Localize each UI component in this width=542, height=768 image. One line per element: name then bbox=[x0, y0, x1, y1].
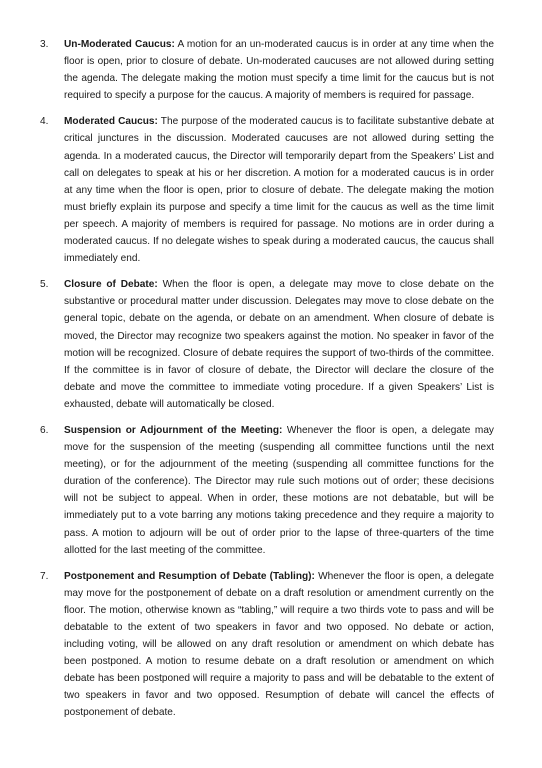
rule-item bbox=[40, 568, 494, 722]
rule-text: A motion for an un-moderated caucus is in order at any time when the floor is open, prior to closure of debate. Un-moderated caucuses are not allowed during setting the agenda. The delegate making the motion must specify a time limit for the caucus but is not required to specify a purpose for the caucus. A majority of members is required for passage. bbox=[64, 39, 494, 102]
rule-title: Moderated Caucus: bbox=[64, 116, 158, 128]
rule-body bbox=[64, 113, 494, 267]
rule-body bbox=[64, 36, 494, 104]
rule-number: 5. bbox=[40, 279, 49, 291]
rule-number: 7. bbox=[40, 570, 49, 582]
rule-title: Suspension or Adjournment of the Meeting: bbox=[64, 424, 283, 436]
rule-title: Closure of Debate: bbox=[64, 279, 158, 291]
rule-text: When the floor is open, a delegate may move to close debate on the substantive or procedural matter under discussion. Delegates may move to close debate on the general topic, debate on the agenda, or debate on an amendment. When closure of debate is moved, the Director may recognize two speakers against the motion. No speaker in favor of the motion will be recognized. Closure of debate requires the support of two-thirds of the committee. If the committee is in favor of closure of debate, the Director will declare the closure of the debate and move the committee to immediate voting procedure. If a given Speakers’ List is exhausted, debate will automatically be closed. bbox=[64, 279, 494, 410]
rule-body bbox=[64, 568, 494, 722]
rule-text: Whenever the floor is open, a delegate may move for the postponement of debate on a draft resolution or amendment currently on the floor. The motion, otherwise known as “tabling,” will require a two thirds vote to pass and will be debatable to the extent of two speakers in favor and two opposed. No debate or action, including voting, will be allowed on any draft resolution or amendment on which debate has been postponed. A motion to resume debate on a draft resolution or amendment on which debate has been postponed will require a majority to pass and will be debatable to the extent of two speakers in favor and two opposed. Resumption of debate will cancel the effects of postponement of debate. bbox=[64, 570, 494, 719]
rule-number: 4. bbox=[40, 116, 49, 128]
rule-item bbox=[40, 113, 494, 267]
rule-number: 6. bbox=[40, 424, 49, 436]
rule-number: 3. bbox=[40, 39, 49, 50]
rule-text: Whenever the floor is open, a delegate may move for the suspension of the meeting (suspending all committee functions until the next meeting), or for the adjournment of the meeting (suspending all committee functions for the duration of the conference). The Director may rule such motions out of order; these decisions will not be subject to appeal. When in order, these motions are not debatable, but will be immediately put to a vote barring any motions taking precedence and they require a majority to pass. A motion to adjourn will be out of order prior to the lapse of three-quarters of the time allotted for the last meeting of the committee. bbox=[64, 424, 494, 556]
rule-title: Un-Moderated Caucus: bbox=[64, 39, 175, 50]
rule-item bbox=[40, 422, 494, 559]
rule-body bbox=[64, 276, 494, 413]
rule-text: The purpose of the moderated caucus is to facilitate substantive debate at critical junctures in the discussion. Moderated caucuses are not allowed during setting the agenda. In a moderated caucus, the Director will temporarily depart from the Speakers’ List and call on delegates to speak at his or her discretion. A motion for a moderated caucus is in order at any time when the floor is open, prior to closure of debate. The delegate making the motion must briefly explain its purpose and specify a time limit for the caucus as well as the time limit per speech. A majority of members is required for passage. No motions are in order during a moderated caucus. If no delegate wishes to speak during a moderated caucus, the caucus shall immediately end. bbox=[64, 116, 494, 265]
rule-body bbox=[64, 422, 494, 559]
rule-title: Postponement and Resumption of Debate (Tabling): bbox=[64, 570, 315, 582]
rule-item bbox=[40, 276, 494, 413]
rule-item bbox=[40, 36, 494, 104]
